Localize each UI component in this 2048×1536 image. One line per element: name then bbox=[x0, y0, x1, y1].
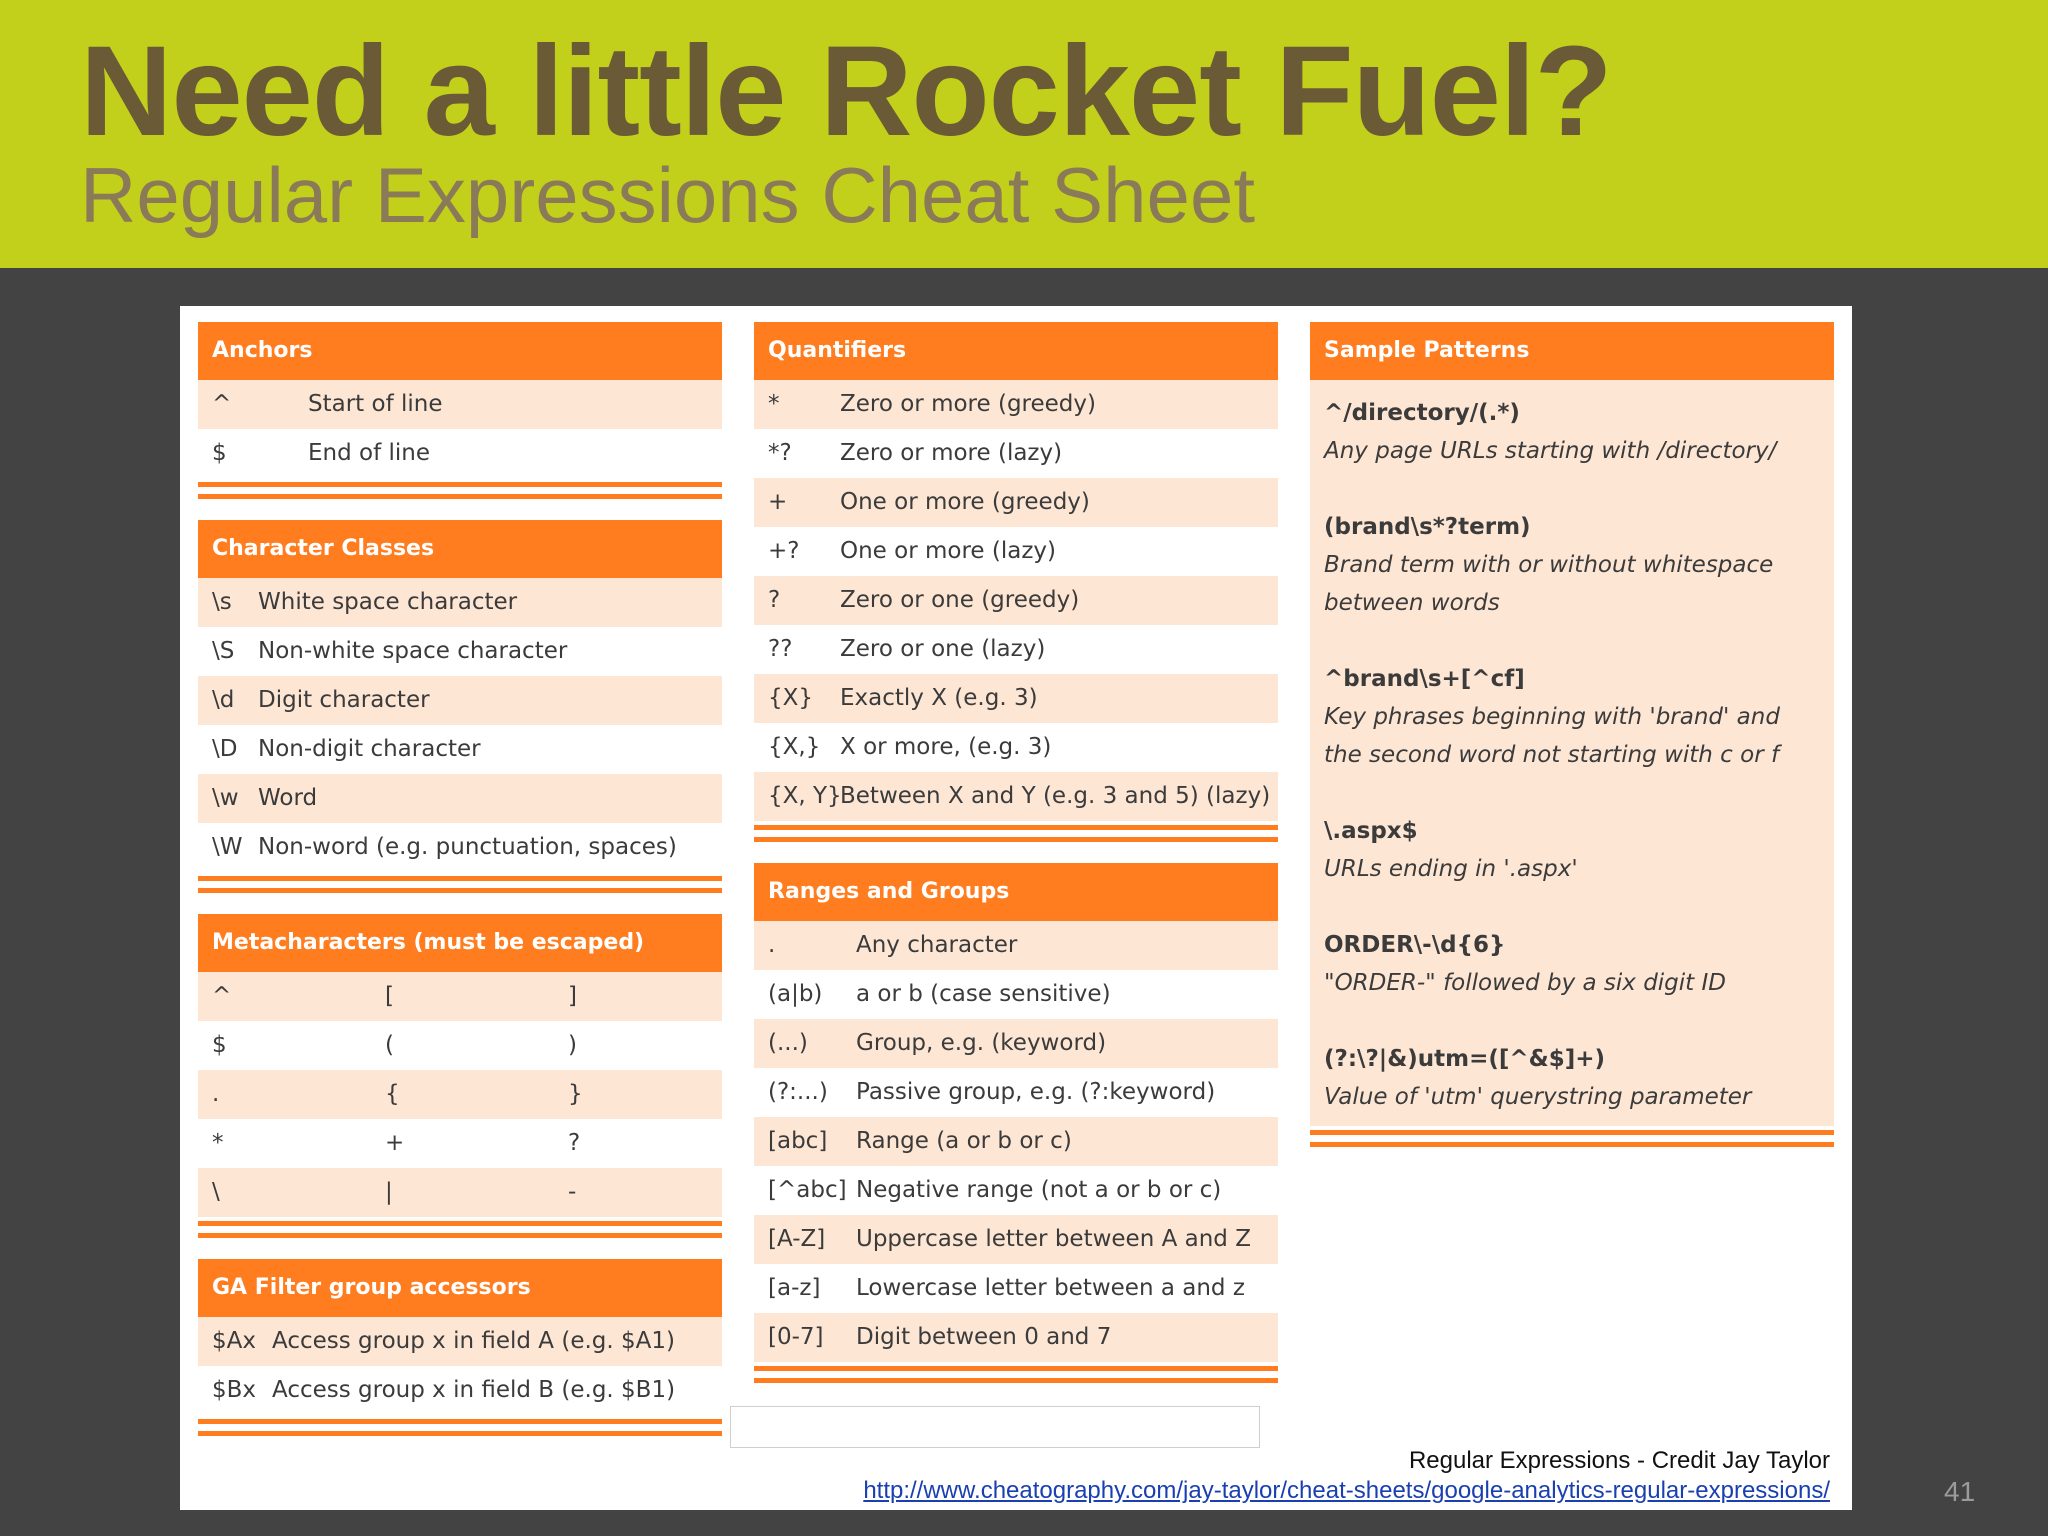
table-row bbox=[198, 627, 722, 676]
row-value: Start of line bbox=[308, 391, 443, 417]
row-value: a or b (case sensitive) bbox=[856, 981, 1111, 1007]
pattern-description: Value of 'utm' querystring parameter bbox=[1324, 1084, 1752, 1110]
sample-patterns-list bbox=[1310, 380, 1834, 1126]
row-value: Uppercase letter between A and Z bbox=[856, 1226, 1251, 1252]
metacharacters-rows bbox=[198, 972, 722, 1217]
metacharacter: | bbox=[385, 1179, 393, 1205]
row-key: (a|b) bbox=[768, 981, 823, 1007]
row-key: +? bbox=[768, 538, 800, 564]
table-row bbox=[754, 723, 1278, 772]
row-value: Zero or one (greedy) bbox=[840, 587, 1080, 613]
metacharacter: \ bbox=[212, 1179, 220, 1205]
section-heading: Quantifiers bbox=[754, 322, 1278, 380]
metacharacter: } bbox=[568, 1081, 583, 1107]
metacharacter: ? bbox=[568, 1130, 581, 1156]
row-key: ? bbox=[768, 587, 781, 613]
pattern-description: Key phrases beginning with 'brand' and the second word not starting with c or f bbox=[1324, 704, 1780, 768]
column-left bbox=[198, 322, 722, 1457]
row-value: Negative range (not a or b or c) bbox=[856, 1177, 1222, 1203]
pattern-code: ^brand\s+[^cf] bbox=[1324, 666, 1525, 692]
pattern-item bbox=[1324, 1040, 1820, 1116]
table-row bbox=[198, 1366, 722, 1415]
column-right bbox=[1310, 322, 1834, 1168]
row-value: Non-digit character bbox=[258, 736, 481, 762]
pattern-description: "ORDER-" followed by a six digit ID bbox=[1324, 970, 1726, 996]
row-key: $Bx bbox=[212, 1377, 257, 1403]
table-row bbox=[754, 772, 1278, 821]
section-heading: GA Filter group accessors bbox=[198, 1259, 722, 1317]
row-value: Non-word (e.g. punctuation, spaces) bbox=[258, 834, 677, 860]
metacharacter: ^ bbox=[212, 983, 232, 1009]
table-row bbox=[754, 576, 1278, 625]
row-key: $Ax bbox=[212, 1328, 256, 1354]
pattern-item bbox=[1324, 926, 1820, 1002]
pattern-item bbox=[1324, 660, 1820, 774]
row-value: End of line bbox=[308, 440, 431, 466]
section-heading: Character Classes bbox=[198, 520, 722, 578]
ranges-groups-rows bbox=[754, 921, 1278, 1362]
pattern-item bbox=[1324, 508, 1820, 622]
section-heading: Anchors bbox=[198, 322, 722, 380]
pattern-code: ORDER\-\d{6} bbox=[1324, 932, 1506, 958]
row-key: + bbox=[768, 489, 788, 515]
table-row bbox=[754, 1313, 1278, 1362]
table-row bbox=[754, 429, 1278, 478]
character-classes-rows bbox=[198, 578, 722, 872]
section-divider bbox=[198, 872, 722, 892]
section-heading: Sample Patterns bbox=[1310, 322, 1834, 380]
empty-box bbox=[730, 1406, 1260, 1448]
table-row bbox=[198, 380, 722, 429]
row-key: \d bbox=[212, 687, 235, 713]
table-row bbox=[754, 380, 1278, 429]
row-value: Any character bbox=[856, 932, 1018, 958]
table-row bbox=[754, 1264, 1278, 1313]
table-row bbox=[198, 1119, 722, 1168]
metacharacter: ) bbox=[568, 1032, 577, 1058]
pattern-code: ^/directory/(.*) bbox=[1324, 400, 1520, 426]
row-key: ^ bbox=[212, 391, 232, 417]
section-heading: Ranges and Groups bbox=[754, 863, 1278, 921]
row-value: Access group x in field B (e.g. $B1) bbox=[272, 1377, 676, 1403]
table-row bbox=[754, 1019, 1278, 1068]
table-row bbox=[198, 774, 722, 823]
row-key: $ bbox=[212, 440, 227, 466]
section-divider bbox=[754, 1362, 1278, 1382]
table-row bbox=[754, 1215, 1278, 1264]
row-value: Word bbox=[258, 785, 318, 811]
pattern-description: Any page URLs starting with /directory/ bbox=[1324, 438, 1777, 464]
row-key: \W bbox=[212, 834, 243, 860]
row-value: Zero or one (lazy) bbox=[840, 636, 1046, 662]
row-key: [0-7] bbox=[768, 1324, 824, 1350]
row-value: Range (a or b or c) bbox=[856, 1128, 1072, 1154]
section-heading: Metacharacters (must be escaped) bbox=[198, 914, 722, 972]
section-divider bbox=[1310, 1126, 1834, 1146]
row-value: Group, e.g. (keyword) bbox=[856, 1030, 1107, 1056]
metacharacter: - bbox=[568, 1179, 577, 1205]
metacharacter: [ bbox=[385, 983, 394, 1009]
anchors-section bbox=[198, 322, 722, 498]
quantifiers-rows bbox=[754, 380, 1278, 821]
table-row bbox=[754, 1068, 1278, 1117]
row-value: One or more (greedy) bbox=[840, 489, 1090, 515]
row-key: {X, Y} bbox=[768, 783, 842, 809]
row-value: Between X and Y (e.g. 3 and 5) (lazy) bbox=[840, 783, 1271, 809]
metacharacters-section bbox=[198, 914, 722, 1237]
pattern-description: URLs ending in '.aspx' bbox=[1324, 856, 1578, 882]
row-key: \S bbox=[212, 638, 235, 664]
table-row bbox=[754, 674, 1278, 723]
row-key: [abc] bbox=[768, 1128, 828, 1154]
metacharacter: ( bbox=[385, 1032, 394, 1058]
section-divider bbox=[198, 1217, 722, 1237]
metacharacter: . bbox=[212, 1081, 220, 1107]
metacharacter: ] bbox=[568, 983, 577, 1009]
cheat-sheet-image bbox=[180, 306, 1852, 1510]
metacharacter: + bbox=[385, 1130, 405, 1156]
credit-link[interactable]: http://www.cheatography.com/jay-taylor/cheat-sheets/google-analytics-regular-expressions/ bbox=[863, 1477, 1830, 1504]
table-row bbox=[754, 527, 1278, 576]
row-value: Access group x in field A (e.g. $A1) bbox=[272, 1328, 675, 1354]
page-number: 41 bbox=[1944, 1476, 1976, 1507]
row-key: . bbox=[768, 932, 776, 958]
row-value: White space character bbox=[258, 589, 518, 615]
table-row bbox=[754, 478, 1278, 527]
column-middle bbox=[754, 322, 1278, 1404]
row-value: Lowercase letter between a and z bbox=[856, 1275, 1245, 1301]
pattern-description: Brand term with or without whitespace between words bbox=[1324, 552, 1774, 616]
row-value: Zero or more (greedy) bbox=[840, 391, 1096, 417]
table-row bbox=[198, 1317, 722, 1366]
anchors-rows bbox=[198, 380, 722, 478]
row-value: Exactly X (e.g. 3) bbox=[840, 685, 1038, 711]
slide-title: Need a little Rocket Fuel? bbox=[80, 20, 1612, 163]
section-divider bbox=[754, 821, 1278, 841]
metacharacter: * bbox=[212, 1130, 224, 1156]
table-row bbox=[754, 1117, 1278, 1166]
row-value: Zero or more (lazy) bbox=[840, 440, 1063, 466]
ga-filter-section bbox=[198, 1259, 722, 1435]
character-classes-section bbox=[198, 520, 722, 892]
row-value: Digit character bbox=[258, 687, 430, 713]
pattern-code: \.aspx$ bbox=[1324, 818, 1418, 844]
slide-header bbox=[0, 0, 2048, 268]
slide-subtitle: Regular Expressions Cheat Sheet bbox=[80, 151, 1255, 239]
section-divider bbox=[198, 1415, 722, 1435]
table-row bbox=[198, 725, 722, 774]
row-key: ?? bbox=[768, 636, 793, 662]
row-key: \D bbox=[212, 736, 238, 762]
row-key: *? bbox=[768, 440, 792, 466]
quantifiers-section bbox=[754, 322, 1278, 841]
row-key: * bbox=[768, 391, 780, 417]
row-value: Digit between 0 and 7 bbox=[856, 1324, 1112, 1350]
row-key: [a-z] bbox=[768, 1275, 821, 1301]
row-value: Passive group, e.g. (?:keyword) bbox=[856, 1079, 1216, 1105]
table-row bbox=[754, 1166, 1278, 1215]
table-row bbox=[754, 970, 1278, 1019]
metacharacter: { bbox=[385, 1081, 400, 1107]
row-key: \w bbox=[212, 785, 239, 811]
table-row bbox=[198, 429, 722, 478]
table-row bbox=[754, 625, 1278, 674]
row-value: Non-white space character bbox=[258, 638, 568, 664]
section-divider bbox=[198, 478, 722, 498]
pattern-code: (brand\s*?term) bbox=[1324, 514, 1531, 540]
row-key: \s bbox=[212, 589, 232, 615]
pattern-code: (?:\?|&)utm=([^&$]+) bbox=[1324, 1046, 1606, 1072]
table-row bbox=[198, 972, 722, 1021]
row-key: [^abc] bbox=[768, 1177, 847, 1203]
ranges-groups-section bbox=[754, 863, 1278, 1382]
table-row bbox=[198, 1168, 722, 1217]
row-key: {X} bbox=[768, 685, 814, 711]
table-row bbox=[198, 1070, 722, 1119]
table-row bbox=[198, 578, 722, 627]
table-row bbox=[198, 823, 722, 872]
row-key: {X,} bbox=[768, 734, 821, 760]
table-row bbox=[198, 1021, 722, 1070]
row-value: One or more (lazy) bbox=[840, 538, 1056, 564]
table-row bbox=[754, 921, 1278, 970]
pattern-item bbox=[1324, 812, 1820, 888]
ga-filter-rows bbox=[198, 1317, 722, 1415]
row-key: [A-Z] bbox=[768, 1226, 826, 1252]
image-credit bbox=[863, 1446, 1830, 1506]
row-value: X or more, (e.g. 3) bbox=[840, 734, 1052, 760]
row-key: (...) bbox=[768, 1030, 808, 1056]
sample-patterns-section bbox=[1310, 322, 1834, 1146]
metacharacter: $ bbox=[212, 1032, 227, 1058]
table-row bbox=[198, 676, 722, 725]
credit-text: Regular Expressions - Credit Jay Taylor bbox=[1408, 1447, 1830, 1474]
row-key: (?:...) bbox=[768, 1079, 828, 1105]
pattern-item bbox=[1324, 394, 1820, 470]
